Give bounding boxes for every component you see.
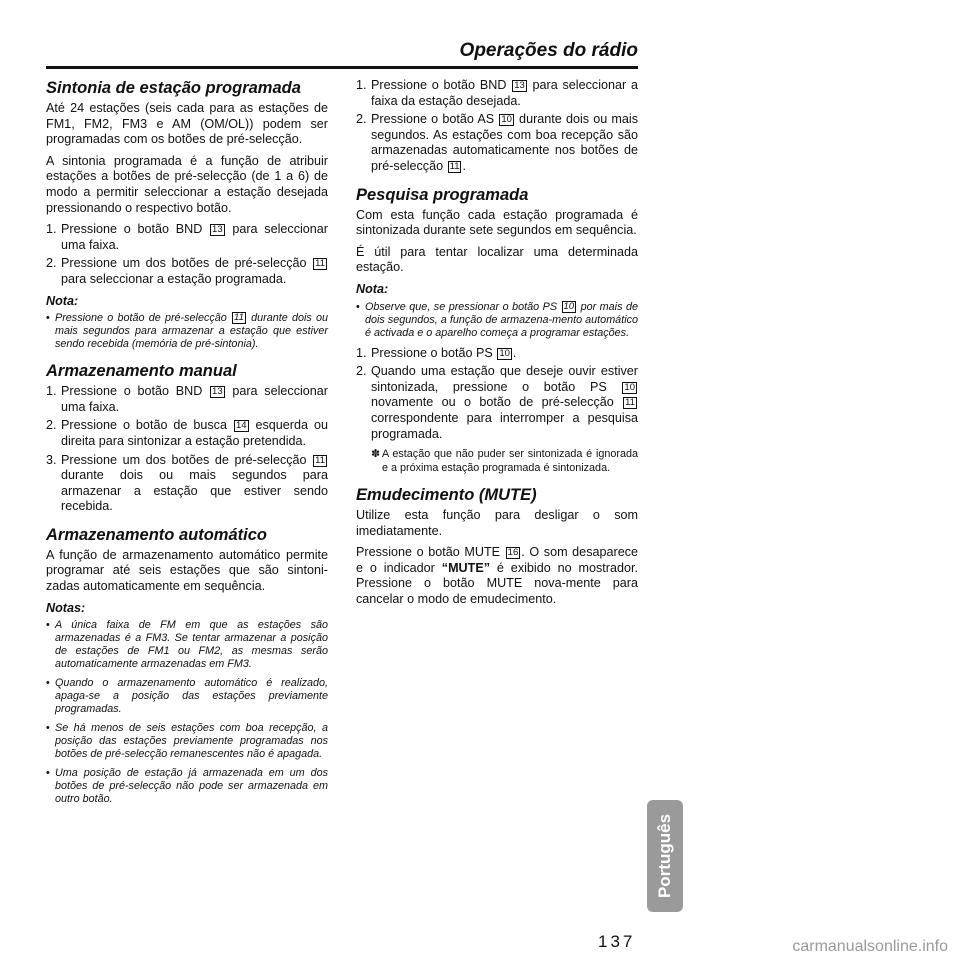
step-item — [356, 78, 638, 109]
step-list — [46, 222, 328, 287]
note-text: Pressione o botão de pré-selecção 11 durante dois ou mais segundos para armazenar a estação que estiver sendo recebida (memória de pré-sintonia). — [55, 312, 328, 351]
paragraph: A função de armazenamento automático permite programar até seis estações que são sintoni-zadas automaticamente em sequência. — [46, 547, 328, 594]
paragraph: A sintonia programada é a função de atribuir estações a botões de pré-selecção (de 1 a 6) de modo a permitir seleccionar a estação desejada pressionando o respectivo botão. — [46, 153, 328, 215]
section-title-auto-storage: Armazenamento automático — [46, 525, 267, 544]
button-ref-badge: 16 — [507, 547, 519, 559]
bullet-icon: • — [46, 722, 50, 735]
button-ref-badge: 11 — [315, 454, 325, 466]
step-text: Pressione o botão de busca 14 esquerda ou direita para sintonizar a estação pretendida. — [61, 418, 328, 448]
step-text: Pressione um dos botões de pré-selecção 11 para seleccionar a estação programada. — [61, 256, 325, 286]
bullet-icon: • — [46, 312, 50, 325]
step-item — [356, 346, 638, 362]
paragraph: É útil para tentar localizar uma determinada estação. — [356, 244, 638, 275]
step-number: 1. — [46, 384, 57, 399]
step-item — [356, 364, 638, 442]
step-number: 1. — [46, 222, 57, 237]
button-ref-badge: 11 — [449, 160, 460, 172]
note-label: Nota: — [46, 293, 79, 308]
step-number: 1. — [356, 78, 367, 92]
right-column — [356, 78, 638, 614]
bullet-icon: • — [356, 300, 360, 313]
button-ref-badge: 10 — [501, 114, 512, 126]
paragraph: Com esta função cada estação programada é sintonizada durante sete segundos em sequência. — [356, 207, 638, 238]
asterisk-note-text: A estação que não puder ser sintonizada é ignorada e a próxima estação programada é sintonizada. — [382, 448, 638, 474]
button-ref-badge: 13 — [212, 224, 223, 236]
paragraph: Utilize esta função para desligar o som imediatamente. — [356, 508, 638, 538]
page-number: 137 — [598, 932, 636, 951]
step-number: 2. — [46, 418, 57, 433]
step-text: Quando uma estação que deseje ouvir estiver sintonizada, pressione o botão PS 10 novamente ou o botão de pré-selecção 11 correspondente para interromper a pesquisa programada. — [371, 364, 638, 441]
section-title-preset-scan: Pesquisa programada — [356, 185, 529, 204]
button-ref-badge: 11 — [625, 397, 635, 409]
step-number: 2. — [46, 256, 57, 271]
note-item — [356, 301, 638, 340]
step-text: Pressione o botão BND 13 para seleccionar uma faixa. — [61, 222, 328, 252]
asterisk-icon: ✽ — [371, 448, 381, 461]
left-column — [46, 78, 328, 812]
step-text: Pressione o botão BND 13 para seleccionar a faixa da estação desejada. — [371, 78, 638, 108]
step-item — [46, 418, 328, 449]
note-item — [46, 677, 328, 716]
mute-indicator-text: “MUTE” — [441, 560, 491, 575]
button-ref-badge: 14 — [235, 420, 247, 432]
step-item — [356, 112, 638, 174]
step-list — [356, 78, 638, 175]
section-title-mute: Emudecimento (MUTE) — [356, 486, 537, 505]
note-text: Quando o armazenamento automático é realizado, apaga-se a posição das estações previamente programadas. — [55, 677, 328, 716]
step-number: 3. — [46, 452, 57, 467]
step-item — [46, 384, 328, 415]
bullet-icon: • — [46, 767, 50, 780]
note-text: A única faixa de FM em que as estações são armazenadas é a FM3. Se tentar armazenar a posição de estações de FM1 ou FM2, as mesmas serão automaticamente armazenadas em FM3. — [55, 619, 328, 671]
page-header-title: Operações do rádio — [459, 40, 638, 61]
bullet-icon: • — [46, 619, 50, 632]
step-text: Pressione o botão AS 10 durante dois ou mais segundos. As estações com boa recepção são armazenadas automaticamente nos botões de pré-selecção 11 . — [371, 112, 638, 173]
button-ref-badge: 13 — [212, 386, 223, 398]
note-label: Nota: — [356, 281, 389, 296]
step-number: 2. — [356, 364, 367, 379]
section-title-manual-storage: Armazenamento manual — [46, 362, 237, 381]
button-ref-badge: 13 — [514, 80, 525, 91]
language-side-tab — [647, 800, 683, 912]
notes-label: Notas: — [46, 600, 86, 615]
language-tab-label: Português — [655, 813, 674, 899]
paragraph: Até 24 estações (seis cada para as estações de FM1, FM2, FM3 e AM (OM/OL)) podem ser programadas com os botões de pré-selecção. — [46, 101, 328, 147]
button-ref-badge: 10 — [624, 381, 635, 393]
button-ref-badge: 10 — [563, 300, 575, 312]
paragraph: Pressione o botão MUTE 16 . O som desaparece e o indicador “MUTE” é exibido no mostrador. Pressione o botão MUTE nova-mente para cancelar o modo de emudecimento. — [356, 545, 638, 607]
note-text: Se há menos de seis estações com boa recepção, a posição das estações previamente programadas nos botões de pré-selecção remanescentes não é apagada. — [55, 722, 328, 761]
note-item — [46, 767, 328, 806]
step-number: 1. — [356, 345, 367, 360]
note-text: Uma posição de estação já armazenada em um dos botões de pré-selecção não pode ser armazenada em outro botão. — [55, 767, 328, 806]
step-number: 2. — [356, 112, 367, 127]
button-ref-badge: 10 — [499, 347, 510, 359]
button-ref-badge: 11 — [315, 258, 325, 270]
step-item — [46, 453, 328, 515]
step-list — [46, 384, 328, 515]
step-text: Pressione o botão BND 13 para seleccionar uma faixa. — [61, 384, 328, 414]
step-text: Pressione um dos botões de pré-selecção 11 durante dois ou mais segundos para armazenar a estação que estiver sendo recebida. — [61, 452, 328, 514]
step-item — [46, 222, 328, 253]
step-item — [46, 256, 328, 287]
watermark-text: carmanualsonline.info — [792, 938, 948, 955]
asterisk-note — [371, 448, 638, 475]
note-item — [46, 722, 328, 761]
bullet-icon: • — [46, 677, 50, 690]
step-text: Pressione o botão PS 10 . — [371, 345, 517, 360]
button-ref-badge: 11 — [234, 312, 244, 324]
step-list — [356, 346, 638, 443]
note-text: Observe que, se pressionar o botão PS 10 por mais de dois segundos, a função de armazena-mento automático é activada e o aparelho começa a programar estações. — [365, 300, 638, 339]
header-rule — [46, 66, 638, 69]
note-item — [46, 312, 328, 351]
section-title-preset-tuning: Sintonia de estação programada — [46, 79, 301, 97]
note-item — [46, 619, 328, 671]
